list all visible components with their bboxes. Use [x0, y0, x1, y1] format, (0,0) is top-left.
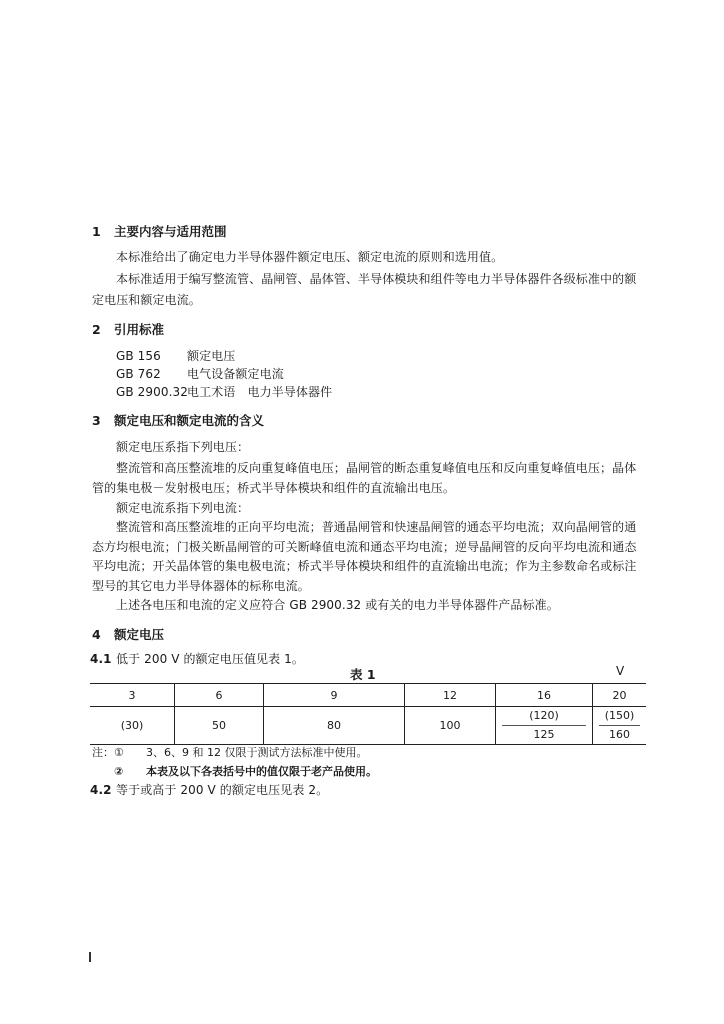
subsection-4-1 — [90, 650, 304, 667]
subsection-text: 低于 200 V 的额定电压值见表 1。 — [116, 652, 305, 666]
table-cell: 80 — [264, 707, 405, 745]
section-2-heading — [92, 320, 164, 338]
note-text: 本表及以下各表括号中的值仅限于老产品使用。 — [146, 765, 377, 778]
ref-name: 电气设备额定电流 — [187, 367, 284, 381]
table-row — [90, 707, 646, 745]
section-number: 1 — [92, 224, 101, 239]
table-cell: 3 — [90, 684, 175, 707]
subsection-number: 4.2 — [90, 783, 112, 797]
table-cell: 20 — [593, 684, 647, 707]
paragraph: 额定电压系指下列电压： — [116, 440, 250, 454]
section-title: 额定电压 — [114, 627, 165, 642]
section-number: 4 — [92, 627, 101, 642]
paragraph: 额定电流系指下列电流： — [116, 501, 250, 515]
ref-item — [116, 383, 332, 400]
section-number: 3 — [92, 413, 101, 428]
note-mark: ② — [114, 765, 124, 778]
table-cell: 9 — [264, 684, 405, 707]
paragraph: 本标准给出了确定电力半导体器件额定电压、额定电流的原则和选用值。 — [116, 250, 504, 264]
section-4-heading — [92, 625, 164, 643]
table-note-1 — [92, 744, 367, 760]
paragraph: 本标准适用于编写整流管、晶闸管、晶体管、半导体模块和组件等电力半导体器件各级标准中的额 — [116, 272, 637, 286]
subsection-number: 4.1 — [90, 652, 112, 666]
table-cell-value: (120) — [529, 709, 559, 722]
ref-item — [116, 365, 284, 382]
table-cell: 100 — [405, 707, 496, 745]
rated-voltage-table — [90, 683, 646, 745]
table-cell: 16 — [496, 684, 593, 707]
ref-item — [116, 347, 235, 364]
section-1-heading — [92, 222, 227, 240]
table-cell: (30) — [90, 707, 175, 745]
paragraph-cont: 平均电流；开关晶体管的集电极电流；桥式半导体模块和组件的直流输出电流；作为主参数命名或标注 — [92, 559, 637, 573]
table-cell: 6 — [175, 684, 264, 707]
table-row — [90, 684, 646, 707]
paragraph-cont: 管的集电极－发射极电压；桥式半导体模块和组件的直流输出电压。 — [92, 481, 456, 495]
paragraph: 整流管和高压整流堆的正向平均电流；普通晶闸管和快速晶闸管的通态平均电流；双向晶闸管的通 — [116, 520, 637, 534]
ref-name: 电工术语 电力半导体器件 — [187, 385, 333, 399]
table-cell: 50 — [175, 707, 264, 745]
subsection-4-2 — [90, 781, 328, 798]
section-number: 2 — [92, 322, 101, 337]
note-label: 注：① — [92, 746, 124, 759]
ref-code: GB 762 — [116, 367, 161, 381]
table-note-2 — [92, 763, 377, 779]
table-cell: 12 — [405, 684, 496, 707]
section-title: 额定电压和额定电流的含义 — [114, 413, 265, 428]
table-cell-value: 125 — [533, 728, 555, 741]
section-title: 主要内容与适用范围 — [114, 224, 227, 239]
subsection-text: 等于或高于 200 V 的额定电压见表 2。 — [116, 783, 329, 797]
section-title: 引用标准 — [114, 322, 165, 337]
table-cell-value: 160 — [609, 728, 630, 741]
paragraph-cont: 态方均根电流；门极关断晶闸管的可关断峰值电流和通态平均电流；逆导晶闸管的反向平均电流和通态 — [92, 540, 637, 554]
table-cell-stacked — [593, 707, 647, 745]
table-cell-stacked — [496, 707, 593, 745]
note-text: 3、6、9 和 12 仅限于测试方法标准中使用。 — [146, 746, 368, 759]
margin-mark — [89, 952, 91, 962]
table-unit: V — [616, 664, 625, 678]
ref-code: GB 156 — [116, 349, 161, 363]
paragraph-cont: 型号的其它电力半导体器体的标称电流。 — [92, 579, 310, 593]
paragraph-cont: 定电压和额定电流。 — [92, 293, 201, 307]
section-3-heading — [92, 411, 264, 429]
ref-code: GB 2900.32 — [116, 385, 188, 399]
ref-name: 额定电压 — [187, 349, 236, 363]
table-cell-value: (150) — [604, 709, 635, 722]
paragraph: 整流管和高压整流堆的反向重复峰值电压；晶闸管的断态重复峰值电压和反向重复峰值电压；晶体 — [116, 461, 637, 475]
paragraph: 上述各电压和电流的定义应符合 GB 2900.32 或有关的电力半导体器件产品标准。 — [116, 598, 559, 612]
table-title: 表 1 — [350, 667, 376, 682]
